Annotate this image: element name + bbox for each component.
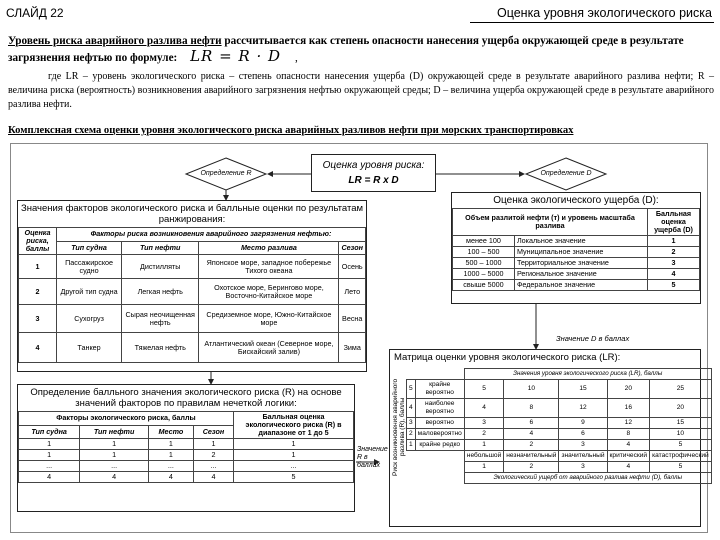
table-row: 1 Пассажирское судно Дистилляты Японское море, западное побережье Тихого океана Осень xyxy=(19,255,366,279)
table-row: 1 1 1 1 1 xyxy=(19,439,354,450)
table-row: 5 крайне вероятно 5 10 15 20 25 xyxy=(407,380,712,399)
risk-formula: LR = R · D xyxy=(190,46,282,65)
scheme-subtitle: Комплексная схема оценки уровня экологического риска аварийных разливов нефти при морских транспортировках xyxy=(8,125,574,136)
scheme-figure xyxy=(10,143,708,533)
matrix-wrap xyxy=(406,368,709,484)
damage-col-volume: Объем разлитой нефти (т) и уровень масштаба разлива xyxy=(453,209,648,236)
matrix-col-scores: 1 2 3 4 5 xyxy=(407,462,712,473)
r-definition-title: Определение балльного значения экологического риска (R) на основе значений факторов по правилам нечеткой логики: xyxy=(30,387,342,409)
table-row: 3 вероятно 3 6 9 12 15 xyxy=(407,418,712,429)
damage-col-score: Балльная оценка ущерба (D) xyxy=(648,209,700,236)
table-row: 2 маловероятно 2 4 6 8 10 xyxy=(407,429,712,440)
table-row: 4 Танкер Тяжелая нефть Атлантический океан (Северное море, Бискайский залив) Зима xyxy=(19,333,366,363)
definition-paragraph: где LR – уровень экологического риска – степень опасности нанесения ущерба (D) окружающей среде в результате аварийного разлива нефти; R – величина риска (вероятность) возникновения аварийного загрязнения нефтью окружающей среды; D – величина ущерба окружающей среде в результате аварийного разлива нефти. xyxy=(8,71,714,110)
table-row: 2 Другой тип судна Легкая нефть Охотское море, Берингово море, Восточно-Китайское море Лето xyxy=(19,279,366,305)
center-box xyxy=(311,154,436,192)
slide-number: СЛАЙД 22 xyxy=(6,6,64,20)
matrix-caption: Значения уровня экологического риска (LR), баллы xyxy=(464,369,711,380)
formula-comma: , xyxy=(295,51,298,64)
r-def-result: Балльная оценка экологического риска (R) в диапазоне от 1 до 5 xyxy=(234,412,354,439)
matrix-panel xyxy=(389,349,709,527)
table-row: 1 1 1 2 1 xyxy=(19,450,354,461)
factors-panel xyxy=(17,200,367,372)
r-def-col: Место xyxy=(148,425,193,439)
slide-title: Оценка уровня экологического риска xyxy=(496,6,712,20)
intro-paragraph xyxy=(8,34,714,65)
matrix-footer: Экологический ущерб от аварийного разлива нефти (D), баллы xyxy=(464,473,711,484)
damage-table xyxy=(452,208,700,291)
factors-col-group: Факторы риска возникновения аварийного загрязнения нефтью: xyxy=(57,228,366,242)
table-row: менее 100 Локальное значение 1 xyxy=(453,236,700,247)
table-row: 3 Сухогруз Сырая неочищенная нефть Средиземное море, Южно-Китайское море Весна xyxy=(19,305,366,333)
table-row: 500 – 1000 Территориальное значение 3 xyxy=(453,258,700,269)
factors-col-score: Оценка риска, баллы xyxy=(19,228,57,255)
damage-panel xyxy=(451,192,701,304)
damage-title: Оценка экологического ущерба (D): xyxy=(493,195,659,206)
table-row: свыше 5000 Федеральное значение 5 xyxy=(453,280,700,291)
r-def-col: Тип судна xyxy=(19,425,80,439)
table-row: 1000 – 5000 Региональное значение 4 xyxy=(453,269,700,280)
factors-title: Значения факторов экологического риска и балльные оценки по результатам ранжирования: xyxy=(20,203,364,225)
r-def-group: Факторы экологического риска, баллы xyxy=(19,412,234,426)
table-row: 4 4 4 4 5 xyxy=(19,472,354,483)
table-row: 4 наиболее вероятно 4 8 12 16 20 xyxy=(407,399,712,418)
r-definition-table xyxy=(18,411,354,483)
matrix-y-axis: Риск возникновения аварийного разлива (R), баллы xyxy=(392,378,406,476)
center-formula: LR = R x D xyxy=(348,175,399,186)
center-line1: Оценка уровня риска: xyxy=(322,160,425,171)
table-row: 1 крайне редко 1 2 3 4 5 xyxy=(407,440,712,451)
title-underline xyxy=(470,22,714,23)
intro-lead: Уровень риска аварийного разлива нефти xyxy=(8,35,222,47)
r-definition-panel xyxy=(17,384,355,512)
damage-note: Значение D в баллах xyxy=(556,334,630,343)
r-note: Значение R в баллах xyxy=(357,446,388,469)
r-def-col: Тип нефти xyxy=(80,425,149,439)
r-def-col: Сезон xyxy=(193,425,233,439)
diamond-right-label: Определение D xyxy=(540,170,592,177)
factors-table xyxy=(18,227,366,363)
factors-col: Тип судна xyxy=(57,241,122,255)
table-row: 100 – 500 Муниципальное значение 2 xyxy=(453,247,700,258)
factors-col: Место разлива xyxy=(199,241,339,255)
factors-col: Тип нефти xyxy=(122,241,199,255)
factors-col: Сезон xyxy=(339,241,366,255)
table-row: ... ... ... ... ... xyxy=(19,461,354,472)
intro-rest: рассчитывается как степень опасности нанесения ущерба окружающей среде в результате загрязнения нефтью по формуле: xyxy=(8,35,684,64)
matrix-table xyxy=(406,368,712,484)
diamond-left-label: Определение R xyxy=(200,170,252,177)
matrix-col-labels: небольшой незначительный значительный критический катастрофический xyxy=(407,451,712,462)
matrix-title: Матрица оценки уровня экологического риска (LR): xyxy=(394,352,621,363)
